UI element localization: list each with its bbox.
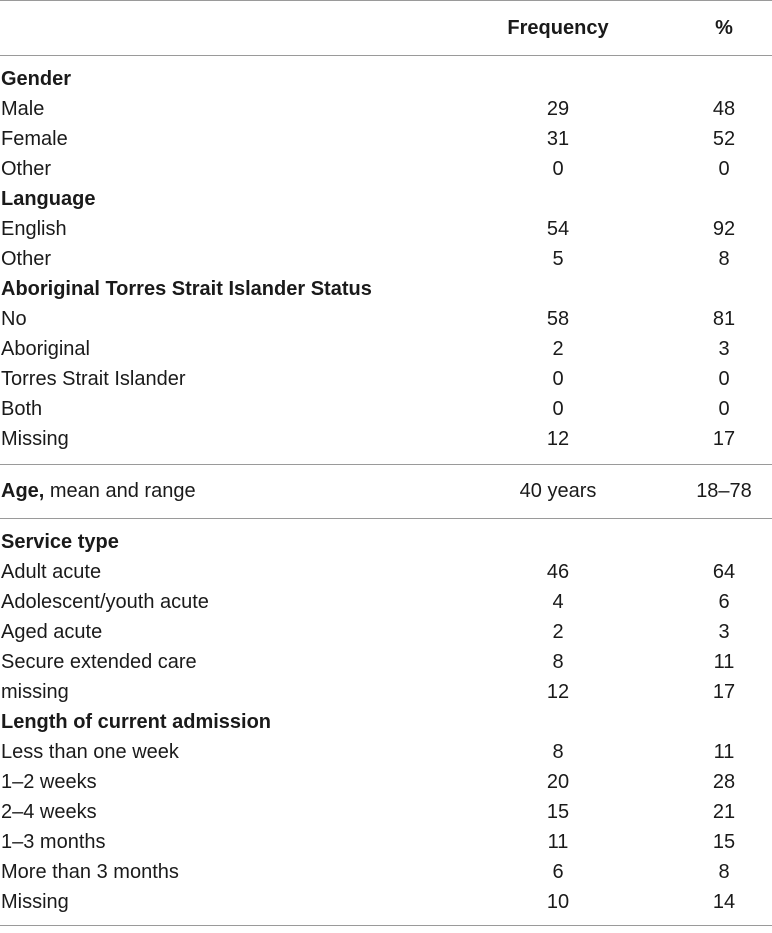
row-label: Both [1,398,43,420]
row-frequency: 0 [552,368,564,390]
row-label: 2–4 weeks [1,801,97,823]
row-label: Torres Strait Islander [1,368,186,390]
row-frequency: 2 [552,338,564,360]
row-frequency: 4 [552,591,564,613]
section-title-row-length-of-current-admission [0,707,772,737]
row-percent: 21 [712,801,736,823]
row-percent: 14 [712,891,736,913]
row-frequency: 6 [552,861,564,883]
age-range: 18–78 [696,480,752,502]
row-percent: 15 [712,831,736,853]
row-frequency: 12 [546,681,570,703]
table-row [0,394,772,424]
row-label: Other [1,248,52,270]
row-frequency: 2 [552,621,564,643]
row-percent: 3 [718,621,730,643]
row-frequency: 10 [546,891,570,913]
table-row [0,617,772,647]
row-label: 1–2 weeks [1,771,97,793]
table-row [0,677,772,707]
row-frequency: 8 [552,651,564,673]
table-header [0,1,772,55]
row-percent: 92 [712,218,736,240]
row-label: Male [1,98,45,120]
row-label: Secure extended care [1,651,197,673]
section-title-row-aboriginal-torres-strait-islander-status [0,274,772,304]
row-percent: 0 [718,398,730,420]
age-label-bold: Age, [1,480,45,502]
row-frequency: 46 [546,561,570,583]
row-label: Aboriginal [1,338,90,360]
table-row [0,827,772,857]
age-label [0,465,440,518]
table-row [0,154,772,184]
row-frequency: 8 [552,741,564,763]
row-frequency: 0 [552,398,564,420]
row-percent: 17 [712,428,736,450]
row-label: Less than one week [1,741,179,763]
age-row [0,465,772,518]
header-percent: % [715,16,733,39]
row-percent: 64 [712,561,736,583]
section-title: Language [1,188,96,210]
row-percent: 81 [712,308,736,330]
row-label: Aged acute [1,621,103,643]
row-frequency: 29 [546,98,570,120]
row-percent: 17 [712,681,736,703]
table-row [0,244,772,274]
row-frequency: 58 [546,308,570,330]
table-row [0,887,772,917]
row-label: missing [1,681,69,703]
row-frequency: 31 [546,128,570,150]
row-label: No [1,308,27,330]
table-row [0,737,772,767]
bottom-rule [0,925,772,926]
section-title: Service type [1,531,119,553]
row-frequency: 11 [547,831,569,853]
section-title-row-language [0,184,772,214]
section-title-row-gender [0,64,772,94]
table-row [0,304,772,334]
row-percent: 8 [718,861,730,883]
age-mean: 40 years [519,480,597,502]
section-title: Aboriginal Torres Strait Islander Status [1,278,372,300]
row-percent: 0 [718,158,730,180]
row-frequency: 0 [552,158,564,180]
table-row [0,587,772,617]
row-label: English [1,218,67,240]
section-title: Gender [1,68,72,90]
row-percent: 28 [712,771,736,793]
row-frequency: 20 [546,771,570,793]
table-row [0,797,772,827]
table-row [0,424,772,454]
row-frequency: 15 [546,801,570,823]
row-percent: 8 [718,248,730,270]
row-percent: 3 [718,338,730,360]
row-label: Other [1,158,52,180]
row-frequency: 12 [546,428,570,450]
row-label: More than 3 months [1,861,179,883]
age-label-rest: mean and range [44,480,196,502]
table-row [0,557,772,587]
table-row [0,214,772,244]
admission-block [0,519,772,925]
row-frequency: 54 [546,218,570,240]
row-percent: 11 [713,741,735,763]
row-label: Missing [1,428,69,450]
section-title-row-service-type [0,527,772,557]
row-frequency: 5 [552,248,564,270]
table-row [0,334,772,364]
row-label: Adult acute [1,561,102,583]
table-row [0,94,772,124]
section-title: Length of current admission [1,711,272,733]
row-percent: 11 [713,651,735,673]
row-label: Missing [1,891,69,913]
table-row [0,647,772,677]
row-label: 1–3 months [1,831,106,853]
row-percent: 6 [718,591,730,613]
row-percent: 52 [712,128,736,150]
table-row [0,364,772,394]
row-percent: 48 [712,98,736,120]
table-row [0,767,772,797]
row-percent: 0 [718,368,730,390]
row-label: Female [1,128,68,150]
demographics-block [0,56,772,464]
table-row [0,124,772,154]
table-row [0,857,772,887]
row-label: Adolescent/youth acute [1,591,209,613]
header-frequency: Frequency [507,16,609,39]
